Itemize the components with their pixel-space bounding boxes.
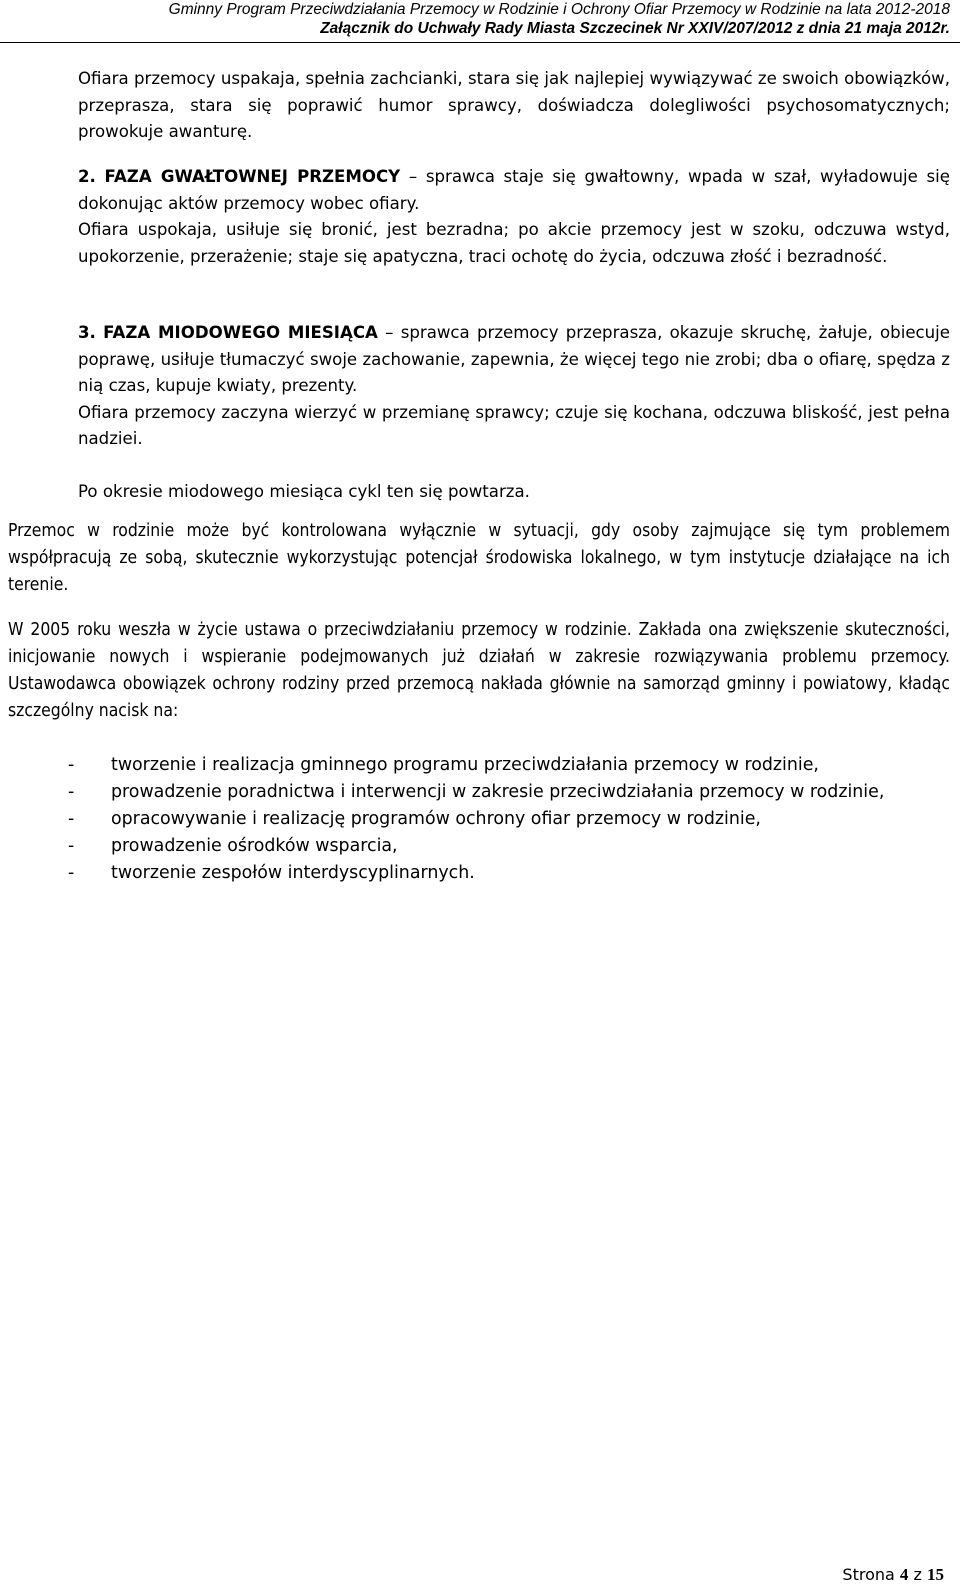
list-item: - tworzenie i realizacja gminnego programu przeciwdziałania przemocy w rodzinie, — [68, 752, 948, 779]
page-total: 15 — [927, 1565, 944, 1584]
header-resolution-ref: Załącznik do Uchwały Rady Miasta Szczecinek Nr XXIV/207/2012 z dnia 21 maja 2012r. — [320, 20, 950, 37]
list-bullet: - — [68, 863, 75, 883]
page-number: 4 — [899, 1565, 909, 1584]
cycle-repeat-note: Po okresie miodowego miesiąca cykl ten się powtarza. — [78, 481, 530, 501]
phase-3-block — [78, 320, 950, 505]
list-item: - opracowywanie i realizację programów ochrony ofiar przemocy w rodzinie, — [68, 806, 948, 833]
paragraph-control: Przemoc w rodzinie może być kontrolowana wyłącznie w sytuacji, gdy osoby zajmujące się tym problemem współpracują ze sobą, skutecznie wykorzystując potencjał środowiska lokalnego, w tym instytucje działające na ich terenie. — [8, 521, 950, 595]
list-bullet: - — [68, 809, 75, 829]
priorities-list — [68, 752, 948, 887]
phase-3-title: FAZA MIODOWEGO MIESIĄCA — [103, 323, 378, 342]
phase-2-description — [78, 164, 950, 217]
phase-2-title: FAZA GWAŁTOWNEJ PRZEMOCY — [104, 167, 401, 186]
list-item: - prowadzenie ośrodków wsparcia, — [68, 833, 948, 860]
phase-3-dash: – — [385, 323, 394, 342]
phase-3-description — [78, 320, 950, 400]
phase-3-number: 3. — [78, 323, 96, 342]
page-footer — [842, 1565, 944, 1585]
phase-2-text: sprawca staje się gwałtowny, wpada w szał, wyładowuje się dokonując aktów przemocy wobec ofiary. — [78, 167, 951, 213]
header-divider — [0, 42, 960, 43]
page-of: z — [913, 1565, 922, 1584]
list-bullet: - — [68, 755, 75, 775]
page-label: Strona — [842, 1565, 895, 1584]
phase-2-number: 2. — [78, 167, 96, 186]
list-item: - prowadzenie poradnictwa i interwencji w zakresie przeciwdziałania przemocy w rodzinie, — [68, 779, 948, 806]
phase-3-victim: Ofiara przemocy zaczyna wierzyć w przemianę sprawcy; czuje się kochana, odczuwa bliskość, jest pełna nadziei. — [78, 402, 950, 448]
paragraph-victim-tension: Ofiara przemocy uspakaja, spełnia zachcianki, stara się jak najlepiej wywiązywać ze swoich obowiązków, przeprasza, stara się poprawić humor sprawcy, doświadcza dolegliwości psychosomatycznych; prowokuje awanturę. — [78, 69, 950, 141]
phase-2-victim: Ofiara uspokaja, usiłuje się bronić, jest bezradna; po akcie przemocy jest w szoku, odczuwa wstyd, upokorzenie, przerażenie; staje się apatyczna, traci ochotę do życia, odczuwa złość i bezradność. — [78, 220, 950, 266]
phase-3-text: sprawca przemocy przeprasza, okazuje skruchę, żałuje, obiecuje poprawę, usiłuje tłumaczyć swoje zachowanie, zapewnia, że więcej tego nie zrobi; dba o ofiarę, spędza z nią czas, kupuje kwiaty, prezenty. — [78, 323, 950, 395]
list-bullet: - — [68, 782, 75, 802]
phase-2-block — [78, 164, 950, 270]
list-item: - tworzenie zespołów interdyscyplinarnych. — [68, 860, 948, 887]
header-program-title: Gminny Program Przeciwdziałania Przemocy w Rodzinie i Ochrony Ofiar Przemocy w Rodzinie na lata 2012-2018 — [168, 1, 950, 18]
phase-2-dash: – — [408, 167, 418, 186]
paragraph-law: W 2005 roku weszła w życie ustawa o przeciwdziałaniu przemocy w rodzinie. Zakłada ona zwiększenie skuteczności, inicjowanie nowych i wspieranie podejmowanych już działań w zakresie rozwiązywania problemu przemocy. Ustawodawca obowiązek ochrony rodziny przed przemocą nakłada głównie na samorząd gminny i powiatowy, kładąc szczególny nacisk na: — [8, 620, 950, 721]
page-header — [10, 0, 950, 38]
list-bullet: - — [68, 836, 75, 856]
